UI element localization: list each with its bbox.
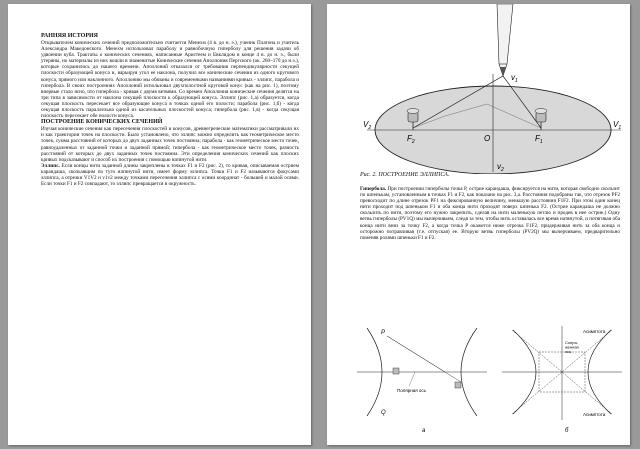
hyperbola-figure-b [502,326,622,434]
label-f1: $F_1$ [535,134,543,145]
label-a: а [422,428,426,434]
hyperbola-figure-a [357,328,487,434]
label-v1-top: $v_1$ [511,73,518,84]
label-v1-right: $V_1$ [613,120,622,131]
figure-caption: Рис. 2. ПОСТРОЕНИЕ ЭЛЛИПСА. [360,172,450,178]
left-page-content [41,33,299,187]
label-conjugate-axis: Сопря-женная ось [565,340,579,354]
paragraph-ellipse [41,163,299,187]
heading-construction: ПОСТРОЕНИЕ КОНИЧЕСКИХ СЕЧЕНИЙ [41,119,163,126]
label-asymptote-1: Асимптота [583,329,606,334]
label-polar-axis: Полярная ось [397,388,426,393]
ellipse-text: Если концы нити заданной длины закреплены в точках F1 и F2 (рис. 2), то кривая, описываемая острием карандаша, скользящим по туго натянутой нити, имеет форму эллипса. Точки F1 и F2 называются фокусами эллипса, а отрезки V1V2 и v1v2 между точками пересечения эллипса с осями координат - большей и малой осями. Если точки F1 и F2 совпадают, то эллипс превращается в окружность. [41,162,299,188]
ellipse-lead: Эллипс. [41,162,60,169]
label-o: O [484,134,491,143]
paragraph-early-history: Открывателем конических сечений предположительно считается Менехм (4 в. до н. э.), ученик Платона и учитель Александра Македонского. Менехм использовал параболу и равнобочную гиперболу для решения задачи об удвоении куба. Трактаты о конических сечениях, написанные Аристеем и Евклидом в конце 4 в. до н. э., были утеряны, но материалы из них вошли в знаменитые Конические сечения Аполлония Пергского (ок. 260–170 до н.э.), которые сохранились до нашего времени. Аполлоний отказался от требования перпендикулярности секущей плоскости образующей конуса и, варьируя угол ее наклона, получил все конические сечения из одного кругового конуса, прямого или наклонного. Аполлонию мы обязаны и современными названиями кривых - эллипс, парабола и гипербола. В своих построениях Аполлоний использовал двухполостной круговой конус (как на рис. 1), поэтому впервые стало ясно, что гипербола - кривая с двумя ветвями. Со времен Аполлония конические сечения делятся на три типа в зависимости от наклона секущей плоскости к образующей конуса. Эллипс (рис. 1,а) образуется, когда секущая плоскость пересекает все образующие конуса в точках одной его полости; парабола (рис. 1,б) - когда секущая плоскость параллельна одной из касательных плоскостей конуса; гипербола (рис. 1,в) - когда секущая плоскость пересекает обе полости конуса. [41,40,299,120]
hyperbola-figure [327,324,630,444]
label-p: P [381,330,386,336]
label-v2-bottom: $v_2$ [497,162,504,173]
ellipse-figure [327,4,630,174]
label-f2: $F_2$ [407,134,415,145]
label-v2-left: $V_2$ [363,120,372,131]
pin-icon [455,382,461,388]
paragraph-construction: Изучая конические сечения как пересечения плоскостей и конусов, древнегреческие математики рассматривали их и как траектории точек на плоскости. Было установлено, что эллипс можно определить как геометрическое место точек, сумма расстояний от которых до двух заданных точек постоянна; парабола - как геометрическое место точек, равноудаленных от заданной точки и заданной прямой; гипербола - как геометрическое место точек, разность расстояний от которых до двух заданных точек постоянна. Эти определения конических сечений как плоских кривых подсказывают и способ их построения с помощью натянутой нити. [41,126,299,163]
paragraph-hyperbola [360,186,620,241]
label-asymptote-2: Асимптота [583,412,606,417]
right-page [327,4,630,445]
label-b: б [565,428,569,434]
label-q: Q [381,410,386,416]
heading-early-history: РАННЯЯ ИСТОРИЯ [41,33,98,39]
pin-icon [393,368,399,374]
hyperbola-lead: Гипербола. [360,186,387,192]
left-page [8,4,311,445]
hyperbola-text: При построении гиперболы точка P, острие карандаша, фиксируется на нити, которая свободно скользит по шпенькам, установленным в точках F1 и F2, как показано на рис. 3,а. Расстояния подобраны так, что отрезок PF2 превосходит по длине отрезок PF1 на фиксированную величину, меньшую расстояния F1F2. При этом один конец нити проходит под шпеньком F1 и оба конца нити проходят поверх шпенька F2. (Острие карандаша не должно скользить по нити, поэтому его нужно закрепить, сделав на нити маленькую петлю и продев в нее острие.) Одну ветвь гиперболы (PV1Q) мы вычерчиваем, следя за тем, чтобы нить оставалась все время натянутой, и потягивая оба конца нити вниз за точку F2, а когда точка P окажется ниже отрезка F1F2, придерживая нить за оба конца и осторожно потравливая (т.е. отпуская) ее. Вторую ветвь гиперболы (PV2Q) мы вычерчиваем, предварительно поменяв ролями шпеньки F1 и F2. [360,186,620,241]
